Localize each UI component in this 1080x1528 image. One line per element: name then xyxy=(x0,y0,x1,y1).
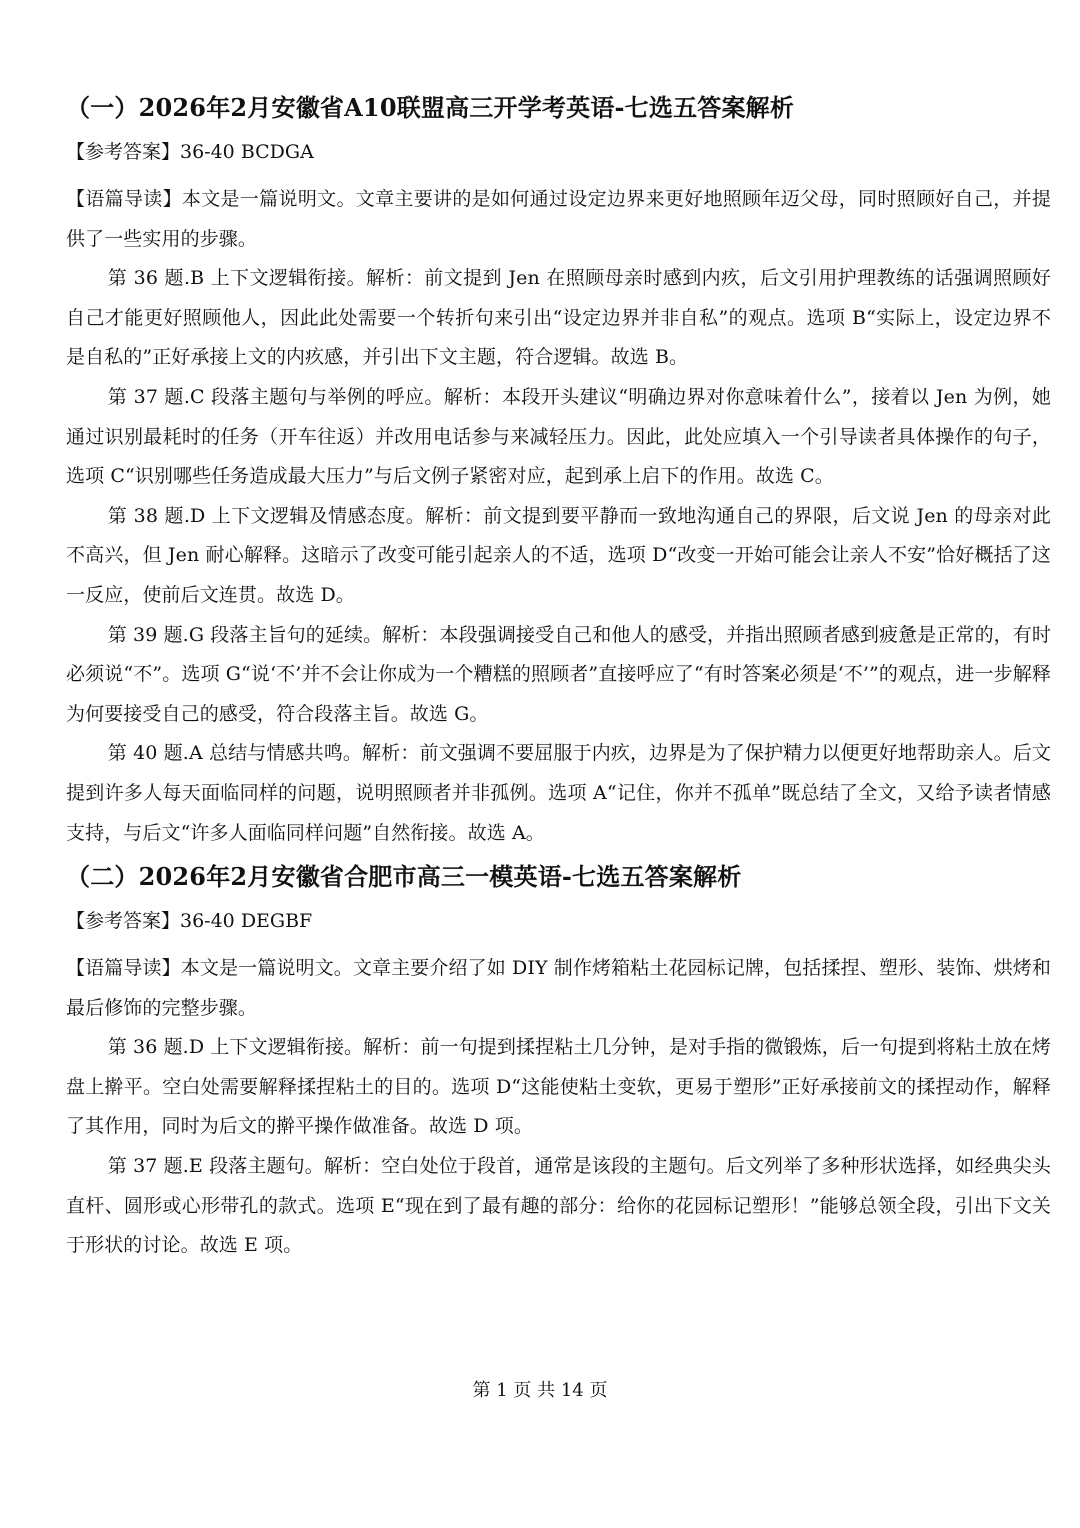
question-analysis: 第 37 题.E 段落主题句。解析：空白处位于段首，通常是该段的主题句。后文列举了多种形状选择，如经典尖头直杆、圆形或心形带孔的款式。选项 E“现在到了最有趣的部分：给你的花园标记塑形！”能够总领全段，引出下文关于形状的讨论。故选 E 项。 xyxy=(66,1155,1051,1257)
section-title: （一）2026年2月安徽省A10联盟高三开学考英语-七选五答案解析 xyxy=(66,93,795,122)
page-number-footer: 第 1 页 共 14 页 xyxy=(472,1380,608,1401)
question-analysis: 第 38 题.D 上下文逻辑及情感态度。解析：前文提到要平静而一致地沟通自己的界限，后文说 Jen 的母亲对此不高兴，但 Jen 耐心解释。这暗示了改变可能引起亲人的不适，选项 D“改变一开始可能会让亲人不安”恰好概括了这一反应，使前后文连贯。故选 D。 xyxy=(66,504,1051,606)
section-2 xyxy=(66,857,1051,1266)
section-title: （二）2026年2月安徽省合肥市高三一模英语-七选五答案解析 xyxy=(66,862,742,892)
passage-intro: 【语篇导读】本文是一篇说明文。文章主要介绍了如 DIY 制作烤箱粘土花园标记牌，包括揉捏、塑形、装饰、烘烤和最后修饰的完整步骤。 xyxy=(66,957,1051,1019)
question-analysis: 第 36 题.D 上下文逻辑衔接。解析：前一句提到揉捏粘土几分钟，是对手指的微锻炼，后一句提到将粘土放在烤盘上擀平。空白处需要解释揉捏粘土的目的。选项 D“这能使粘土变软，更易于塑形”正好承接前文的揉捏动作，解释了其作用，同时为后文的擀平操作做准备。故选 D 项。 xyxy=(66,1036,1051,1138)
passage-intro: 【语篇导读】本文是一篇说明文。文章主要讲的是如何通过设定边界来更好地照顾年迈父母，同时照顾好自己，并提供了一些实用的步骤。 xyxy=(66,188,1051,250)
question-analysis: 第 37 题.C 段落主题句与举例的呼应。解析：本段开头建议“明确边界对你意味着什么”，接着以 Jen 为例，她通过识别最耗时的任务（开车往返）并改用电话参与来减轻压力。因此，此处应填入一个引导读者具体操作的句子，选项 C“识别哪些任务造成最大压力”与后文例子紧密对应，起到承上启下的作用。故选 C。 xyxy=(66,385,1051,488)
question-analysis: 第 36 题.B 上下文逻辑衔接。解析：前文提到 Jen 在照顾母亲时感到内疚，后文引用护理教练的话强调照顾好自己才能更好照顾他人，因此此处需要一个转折句来引出“设定边界并非自私”的观点。选项 B“实际上，设定边界不是自私的”正好承接上文的内疚感，并引出下文主题，符合逻辑。故选 B。 xyxy=(66,267,1051,369)
page-content xyxy=(66,88,1051,1266)
question-analysis: 第 39 题.G 段落主旨句的延续。解析：本段强调接受自己和他人的感受，并指出照顾者感到疲惫是正常的，有时必须说“不”。选项 G“说‘不’并不会让你成为一个糟糕的照顾者”直接呼应了“有时答案必须是‘不’”的观点，进一步解释为何要接受自己的感受，符合段落主旨。故选 G。 xyxy=(66,623,1051,725)
section-1 xyxy=(66,88,1051,853)
reference-answer: 【参考答案】36-40 DEGBF xyxy=(66,910,313,933)
question-analysis: 第 40 题.A 总结与情感共鸣。解析：前文强调不要屈服于内疚，边界是为了保护精力以便更好地帮助亲人。后文提到许多人每天面临同样的问题，说明照顾者并非孤例。选项 A“记住，你并不孤单”既总结了全文，又给予读者情感支持，与后文“许多人面临同样问题”自然衔接。故选 A。 xyxy=(66,742,1051,844)
reference-answer: 【参考答案】36-40 BCDGA xyxy=(66,141,314,163)
